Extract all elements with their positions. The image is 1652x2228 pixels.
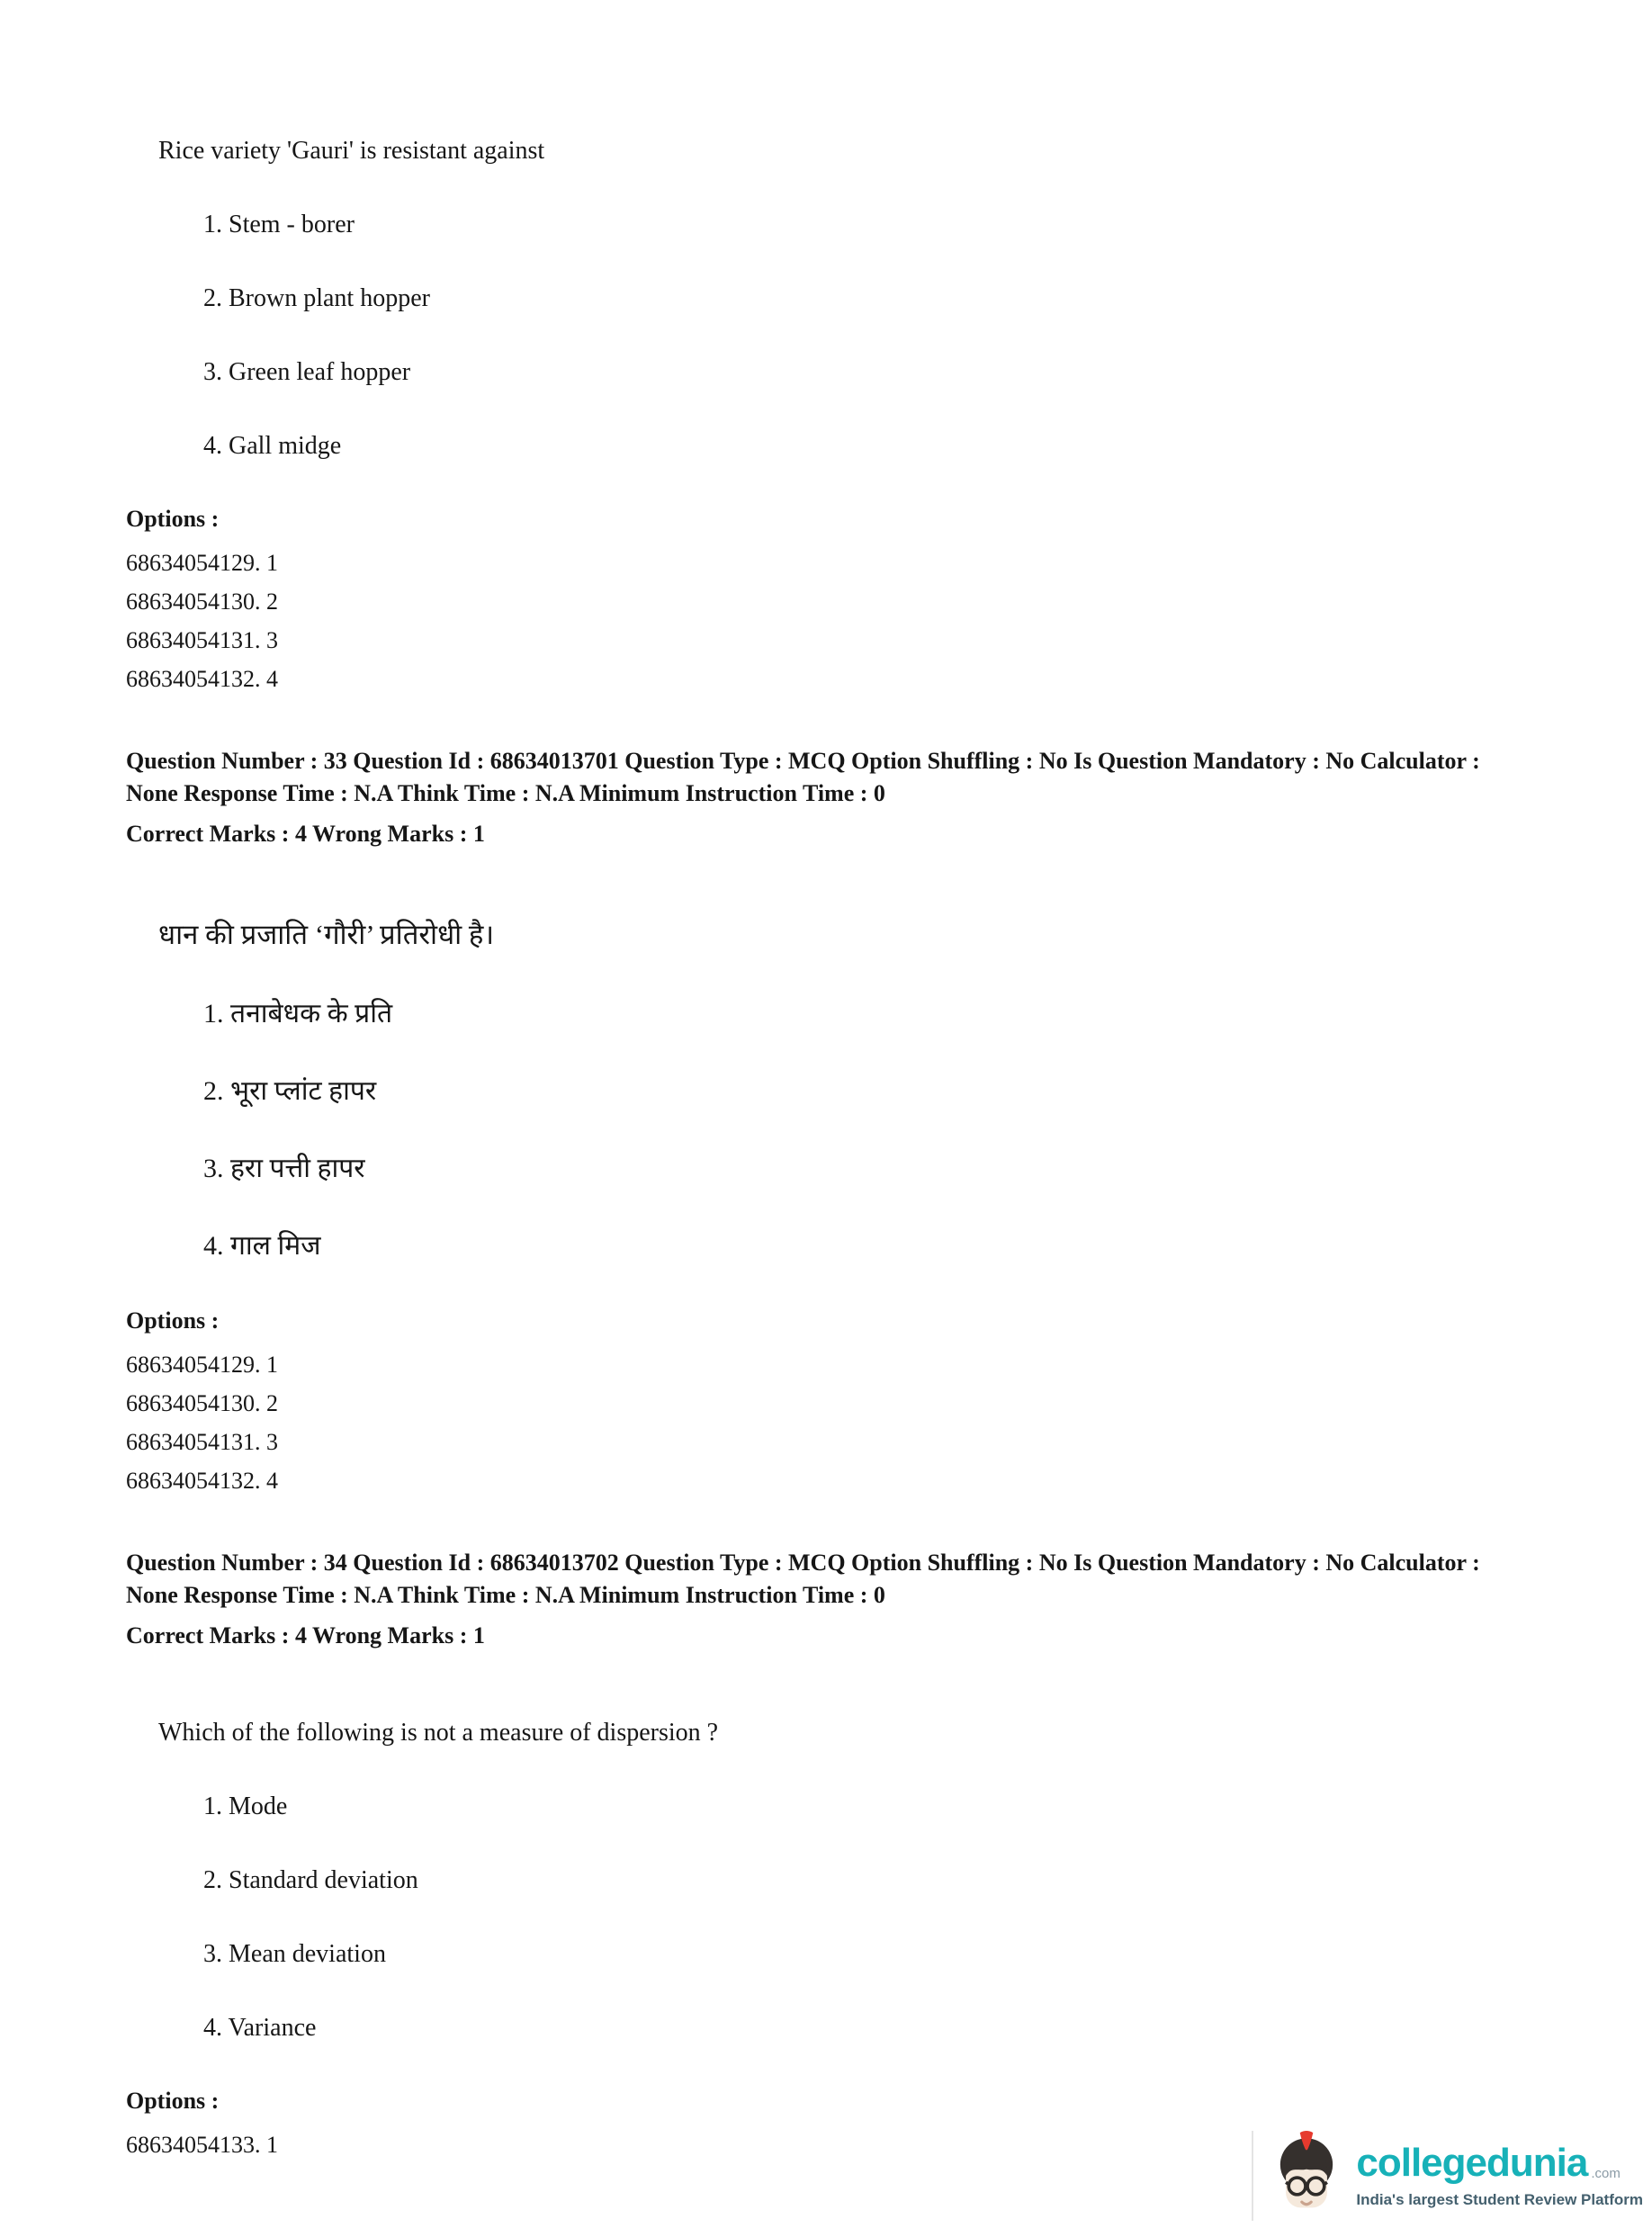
brand-text-block: [1356, 2140, 1643, 2209]
brand-tagline: India's largest Student Review Platform: [1356, 2190, 1643, 2208]
choice-3: 3. Green leaf hopper: [203, 358, 411, 386]
option-id-row: 68634054129. 1: [126, 1352, 278, 1378]
choice-1: 1. Mode: [203, 1792, 288, 1820]
question-text-hindi: धान की प्रजाति ‘गौरी’ प्रतिरोधी है।: [158, 919, 495, 950]
question-meta-line: Question Number : 34 Question Id : 68634013702 Question Type : MCQ Option Shuffling : No Is Question Mandatory : No Calculator : None Response Time : N.A Think Time : N.A Minimum Instruction Time : 0: [126, 1550, 1480, 1608]
brand-name: collegedunia: [1356, 2140, 1588, 2185]
option-id-row: 68634054130. 2: [126, 1390, 278, 1416]
question-34-metadata: [126, 1547, 1526, 1652]
collegedunia-mascot-icon: [1271, 2131, 1342, 2221]
collegedunia-watermark: [1252, 2131, 1643, 2221]
option-id-row: 68634054130. 2: [126, 588, 278, 615]
option-id-row: 68634054131. 3: [126, 627, 278, 653]
option-id-row: 68634054132. 4: [126, 666, 278, 692]
choice-2: 2. Standard deviation: [203, 1866, 418, 1894]
choice-4: 4. Variance: [203, 2014, 317, 2042]
question-meta-line: Question Number : 33 Question Id : 68634013701 Question Type : MCQ Option Shuffling : No Is Question Mandatory : No Calculator : None Response Time : N.A Think Time : N.A Minimum Instruction Time : 0: [126, 748, 1480, 806]
choice-3: 3. हरा पत्ती हापर: [203, 1154, 365, 1183]
question-34-english-block: [126, 1719, 1526, 2164]
question-33-hindi-block: [126, 917, 1526, 1500]
question-text: Which of the following is not a measure of dispersion ?: [158, 1719, 719, 1747]
option-id-row: 68634054133. 1: [126, 2132, 278, 2158]
question-marks-line: Correct Marks : 4 Wrong Marks : 1: [126, 821, 485, 847]
choice-3: 3. Mean deviation: [203, 1940, 386, 1968]
choice-1: 1. Stem - borer: [203, 211, 355, 238]
choice-1: 1. तनाबेधक के प्रति: [203, 999, 393, 1029]
brand-line: [1356, 2140, 1643, 2185]
choice-2: 2. Brown plant hopper: [203, 284, 430, 312]
options-heading: Options :: [126, 1307, 220, 1334]
choice-4: 4. Gall midge: [203, 432, 342, 460]
question-33-metadata: [126, 745, 1526, 850]
options-heading: Options :: [126, 506, 220, 532]
options-heading: Options :: [126, 2088, 220, 2114]
option-id-row: 68634054131. 3: [126, 1429, 278, 1455]
question-text: Rice variety 'Gauri' is resistant against: [158, 137, 545, 165]
choice-4: 4. गाल मिज: [203, 1231, 321, 1261]
question-33-english-block: [126, 137, 1526, 698]
brand-suffix: .com: [1591, 2165, 1621, 2181]
question-marks-line: Correct Marks : 4 Wrong Marks : 1: [126, 1622, 485, 1649]
option-id-row: 68634054132. 4: [126, 1468, 278, 1494]
option-id-row: 68634054129. 1: [126, 550, 278, 576]
choice-2: 2. भूरा प्लांट हापर: [203, 1076, 377, 1106]
